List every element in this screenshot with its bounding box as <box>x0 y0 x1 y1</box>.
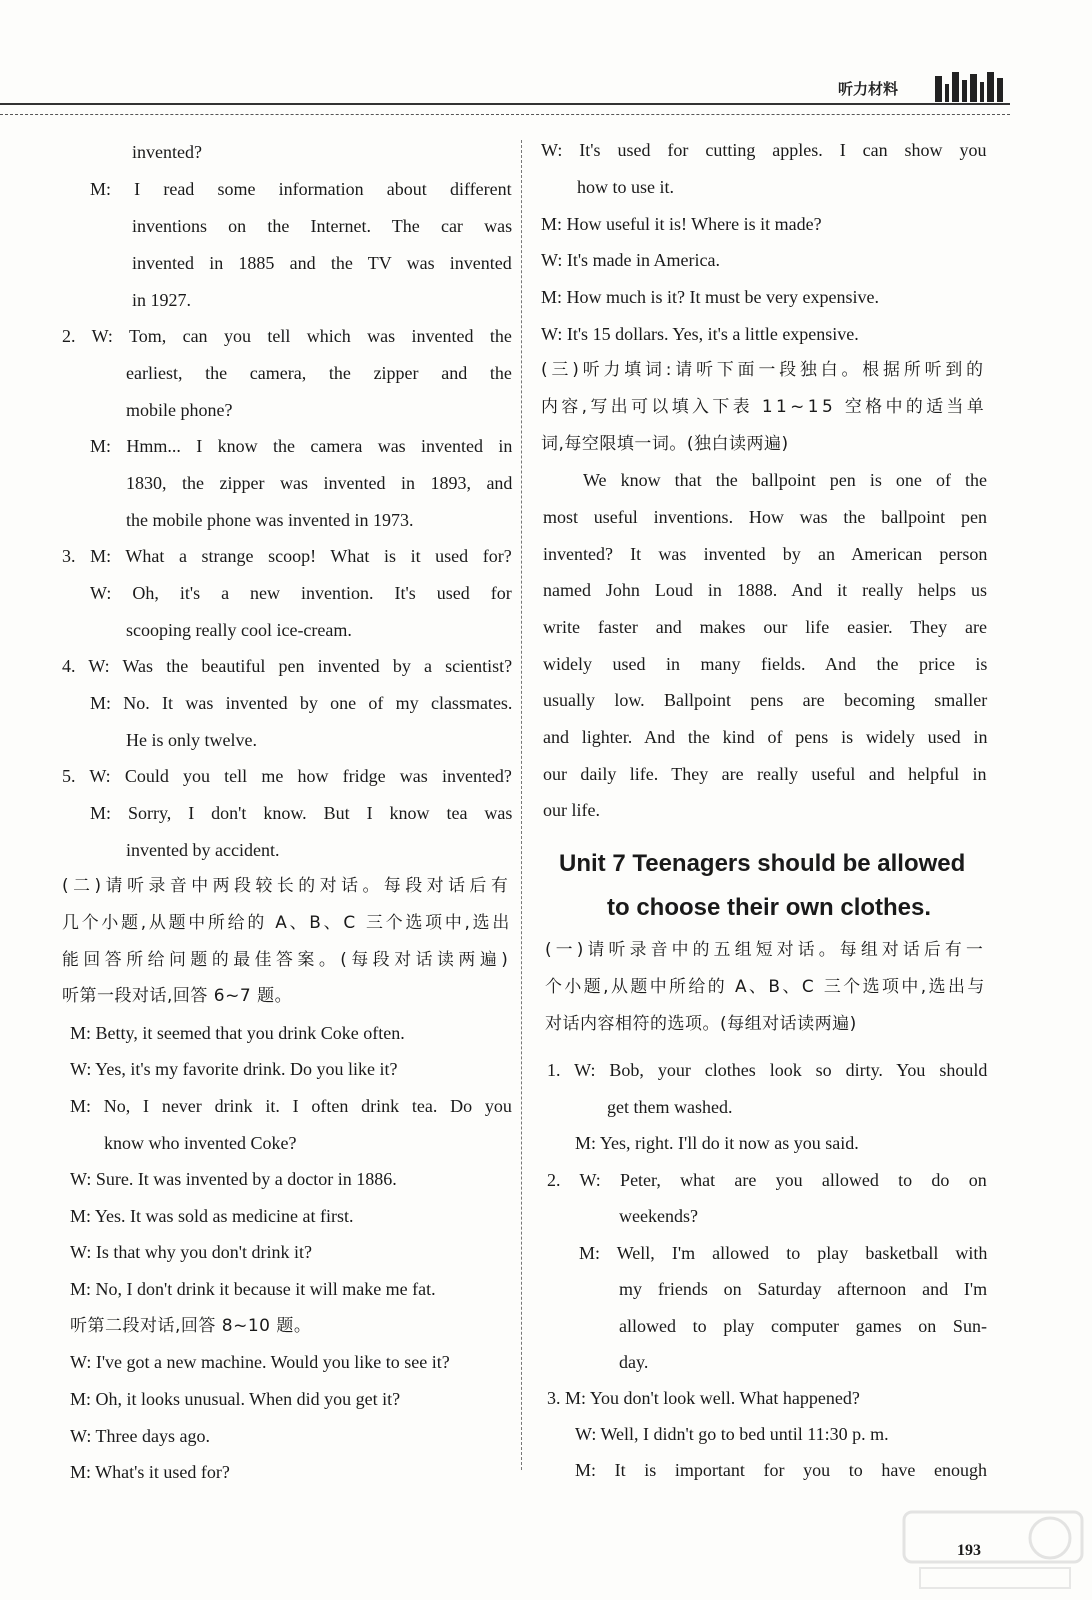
text-line: write faster and makes our life easier. They are <box>543 617 988 637</box>
watermark-logo-icon <box>900 1508 1086 1594</box>
text-line: most useful inventions. How was the ballpoint pen <box>543 507 987 527</box>
text-line: 2. W: Peter, what are you allowed to do on <box>547 1170 987 1190</box>
text-line: invented by accident. <box>126 840 280 860</box>
text-line: named John Loud in 1888. And it really helps us <box>543 580 987 600</box>
text-line: the mobile phone was invented in 1973. <box>126 510 414 530</box>
text-line: W: Well, I didn't go to bed until 11:30 p. m. <box>575 1424 889 1444</box>
text-line: 内容,写出可以填入下表 11~15 空格中的适当单 <box>541 397 988 417</box>
text-line: W: It's 15 dollars. Yes, it's a little expensive. <box>541 324 859 344</box>
page-number: 193 <box>957 1542 981 1559</box>
text-line: M: Oh, it looks unusual. When did you get it? <box>70 1389 401 1409</box>
text-line: 几个小题,从题中所给的 A、B、C 三个选项中,选出 <box>62 913 513 933</box>
text-line: 3. M: What a strange scoop! What is it used for? <box>62 546 512 566</box>
text-line: M: Yes, right. I'll do it now as you said. <box>575 1133 859 1153</box>
text-line: M: Well, I'm allowed to play basketball with <box>579 1243 988 1263</box>
text-line: M: Sorry, I don't know. But I know tea was <box>90 803 513 823</box>
unit-title-line-2: to choose their own clothes. <box>607 894 932 921</box>
text-line: 个小题,从题中所给的 A、B、C 三个选项中,选出与 <box>545 977 987 997</box>
text-line: invented? <box>132 142 202 162</box>
column-divider <box>521 140 522 1470</box>
text-line: M: How useful it is! Where is it made? <box>541 214 822 234</box>
text-line: (一)请听录音中的五组短对话。每组对话后有一 <box>545 940 987 960</box>
text-line: in 1927. <box>132 290 192 310</box>
text-line: He is only twelve. <box>126 730 257 750</box>
text-line: mobile phone? <box>126 400 233 420</box>
text-line: M: It is important for you to have enough <box>575 1460 987 1480</box>
text-line: M: Hmm... I know the camera was invented in <box>90 436 513 456</box>
text-line: my friends on Saturday afternoon and I'm <box>619 1279 988 1299</box>
text-line: weekends? <box>619 1206 698 1226</box>
text-line: W: Three days ago. <box>70 1426 210 1446</box>
header-decoration-icon <box>935 70 1017 102</box>
text-line: 2. W: Tom, can you tell which was invented the <box>62 326 512 346</box>
text-line: (二)请听录音中两段较长的对话。每段对话后有 <box>62 876 513 896</box>
text-line: earliest, the camera, the zipper and the <box>126 363 512 383</box>
text-line: 3. M: You don't look well. What happened? <box>547 1388 860 1408</box>
text-line: We know that the ballpoint pen is one of the <box>583 470 987 490</box>
text-line: W: Yes, it's my favorite drink. Do you like it? <box>70 1059 398 1079</box>
header-dashed-rule <box>0 114 1010 115</box>
text-line: 能回答所给问题的最佳答案。(每段对话读两遍) <box>62 950 513 970</box>
text-line: allowed to play computer games on Sun- <box>619 1316 987 1336</box>
text-line: day. <box>619 1352 649 1372</box>
text-line: 听第一段对话,回答 6~7 题。 <box>62 986 293 1006</box>
text-line: usually low. Ballpoint pens are becoming smaller <box>543 690 988 710</box>
text-line: 1830, the zipper was invented in 1893, and <box>126 473 513 493</box>
text-line: 1. W: Bob, your clothes look so dirty. You should <box>547 1060 988 1080</box>
text-line: M: Betty, it seemed that you drink Coke often. <box>70 1023 405 1043</box>
text-line: invented in 1885 and the TV was invented <box>132 253 512 273</box>
text-line: (三)听力填词:请听下面一段独白。根据所听到的 <box>541 360 987 380</box>
text-line: our life. <box>543 800 600 820</box>
text-line: W: Oh, it's a new invention. It's used for <box>90 583 512 603</box>
text-line: 词,每空限填一词。(独白读两遍) <box>541 434 789 454</box>
text-line: M: Yes. It was sold as medicine at first. <box>70 1206 354 1226</box>
text-line: invented? It was invented by an American person <box>543 544 988 564</box>
text-line: and lighter. And the kind of pens is widely used in <box>543 727 988 747</box>
text-line: widely used in many fields. And the price is <box>543 654 988 674</box>
text-line: 4. W: Was the beautiful pen invented by a scientist? <box>62 656 513 676</box>
text-line: 对话内容相符的选项。(每组对话读两遍) <box>545 1014 857 1034</box>
text-line: know who invented Coke? <box>104 1133 297 1153</box>
text-line: M: No, I don't drink it because it will make me fat. <box>70 1279 436 1299</box>
text-line: M: How much is it? It must be very expensive. <box>541 287 879 307</box>
unit-title-line-1: Unit 7 Teenagers should be allowed <box>559 850 966 877</box>
text-line: inventions on the Internet. The car was <box>132 216 513 236</box>
section-label: 听力材料 <box>838 80 899 98</box>
text-line: scooping really cool ice-cream. <box>126 620 352 640</box>
text-line: get them washed. <box>607 1097 733 1117</box>
text-line: 5. W: Could you tell me how fridge was invented? <box>62 766 512 786</box>
text-line: W: It's used for cutting apples. I can show you <box>541 140 987 160</box>
text-line: M: No. It was invented by one of my classmates. <box>90 693 513 713</box>
text-line: M: I read some information about different <box>90 179 512 199</box>
text-line: M: No, I never drink it. I often drink tea. Do you <box>70 1096 512 1116</box>
text-line: W: It's made in America. <box>541 250 721 270</box>
text-line: how to use it. <box>577 177 674 197</box>
text-line: W: Sure. It was invented by a doctor in 1886. <box>70 1169 397 1189</box>
text-line: 听第二段对话,回答 8~10 题。 <box>70 1316 312 1336</box>
text-line: M: What's it used for? <box>70 1462 230 1482</box>
text-line: W: Is that why you don't drink it? <box>70 1242 313 1262</box>
text-line: W: I've got a new machine. Would you like to see it? <box>70 1352 450 1372</box>
header-rule <box>0 103 1010 105</box>
text-line: our daily life. They are really useful and helpful in <box>543 764 987 784</box>
